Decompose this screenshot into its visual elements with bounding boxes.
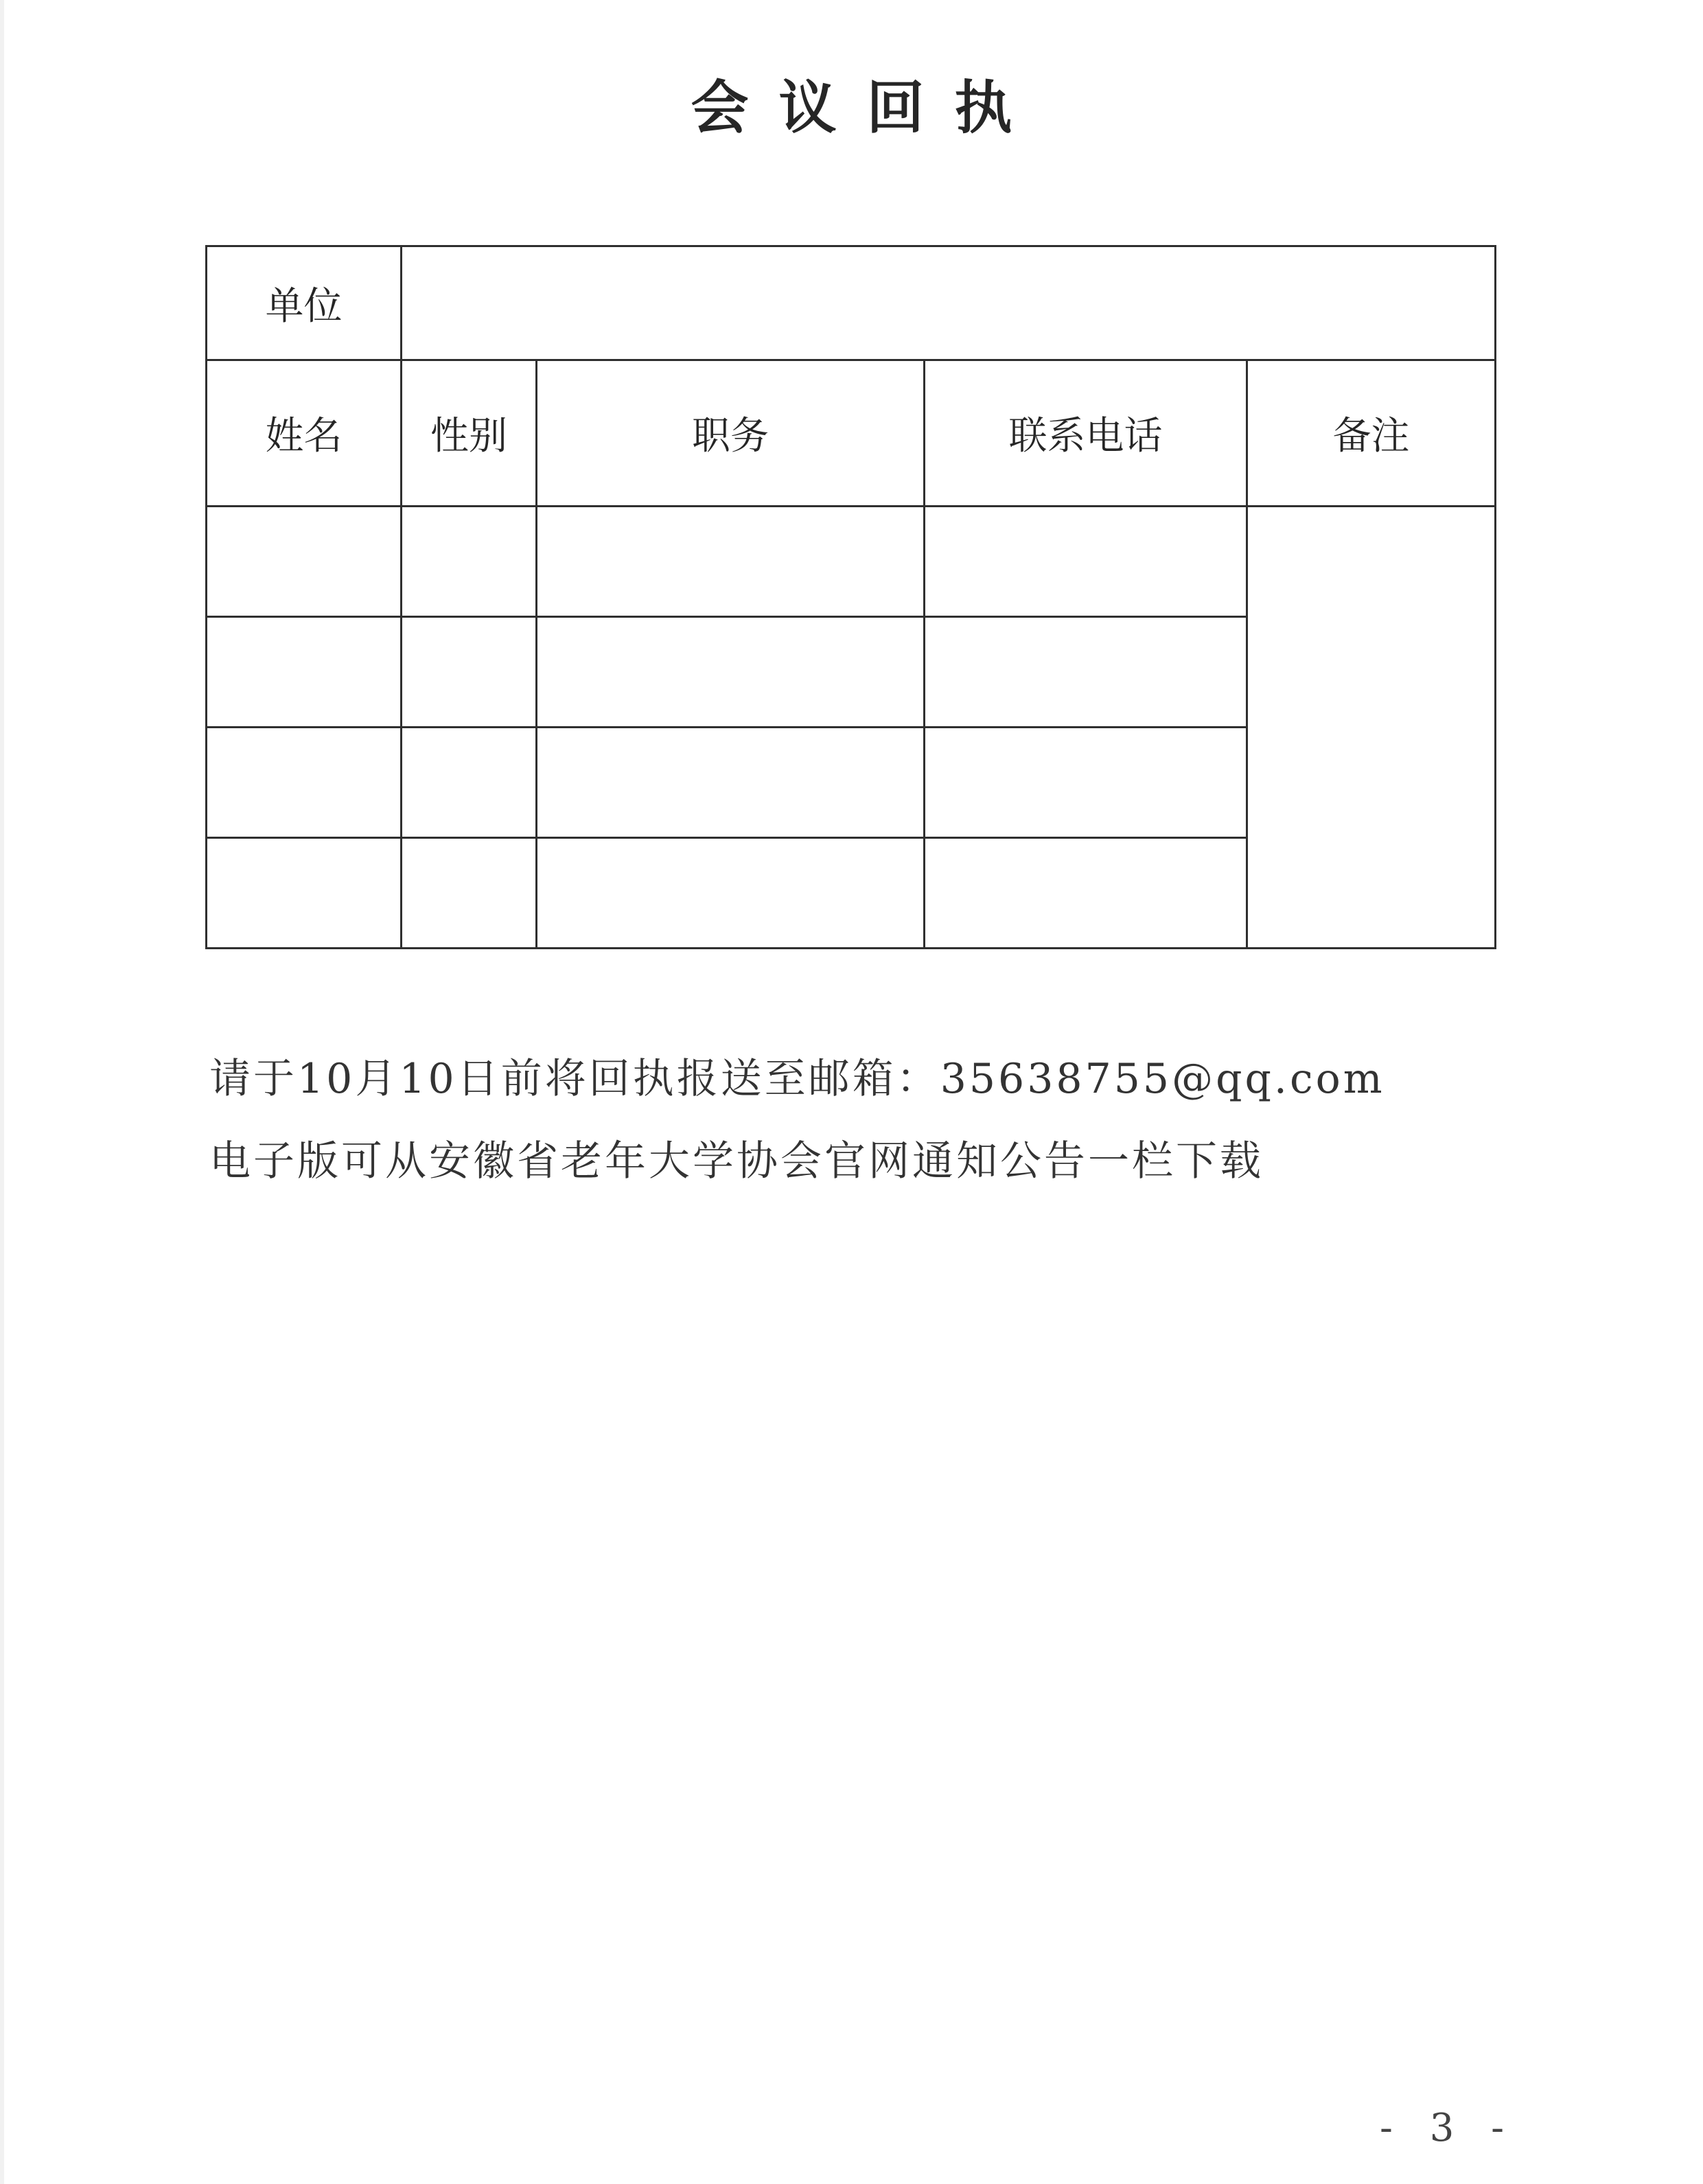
header-phone: 联系电话 xyxy=(925,360,1247,507)
gender-cell[interactable] xyxy=(402,838,537,949)
phone-cell[interactable] xyxy=(925,728,1247,838)
position-cell[interactable] xyxy=(537,838,925,949)
header-position: 职务 xyxy=(537,360,925,507)
name-cell[interactable] xyxy=(207,617,402,728)
remarks-cell[interactable] xyxy=(1247,507,1496,949)
scan-edge xyxy=(0,0,4,2184)
unit-row xyxy=(207,246,1496,360)
unit-value-cell[interactable] xyxy=(402,246,1496,360)
name-cell[interactable] xyxy=(207,838,402,949)
header-row xyxy=(207,360,1496,507)
name-cell[interactable] xyxy=(207,507,402,617)
header-name: 姓名 xyxy=(207,360,402,507)
position-cell[interactable] xyxy=(537,507,925,617)
header-remarks: 备注 xyxy=(1247,360,1496,507)
phone-cell[interactable] xyxy=(925,507,1247,617)
reply-form-table xyxy=(205,245,1496,949)
download-notice: 电子版可从安徽省老年大学协会官网通知公告一栏下载 xyxy=(209,1137,1264,1185)
page-title: 会议回执 xyxy=(691,74,1043,141)
phone-cell[interactable] xyxy=(925,617,1247,728)
submission-deadline-notice: 请于10月10日前将回执报送至邮箱：35638755@qq.com xyxy=(209,1055,1385,1103)
name-cell[interactable] xyxy=(207,728,402,838)
gender-cell[interactable] xyxy=(402,507,537,617)
gender-cell[interactable] xyxy=(402,617,537,728)
header-gender: 性别 xyxy=(402,360,537,507)
table-row xyxy=(207,507,1496,617)
position-cell[interactable] xyxy=(537,617,925,728)
gender-cell[interactable] xyxy=(402,728,537,838)
page-number: - 3 - xyxy=(1380,2106,1517,2150)
position-cell[interactable] xyxy=(537,728,925,838)
phone-cell[interactable] xyxy=(925,838,1247,949)
unit-label: 单位 xyxy=(207,246,402,360)
